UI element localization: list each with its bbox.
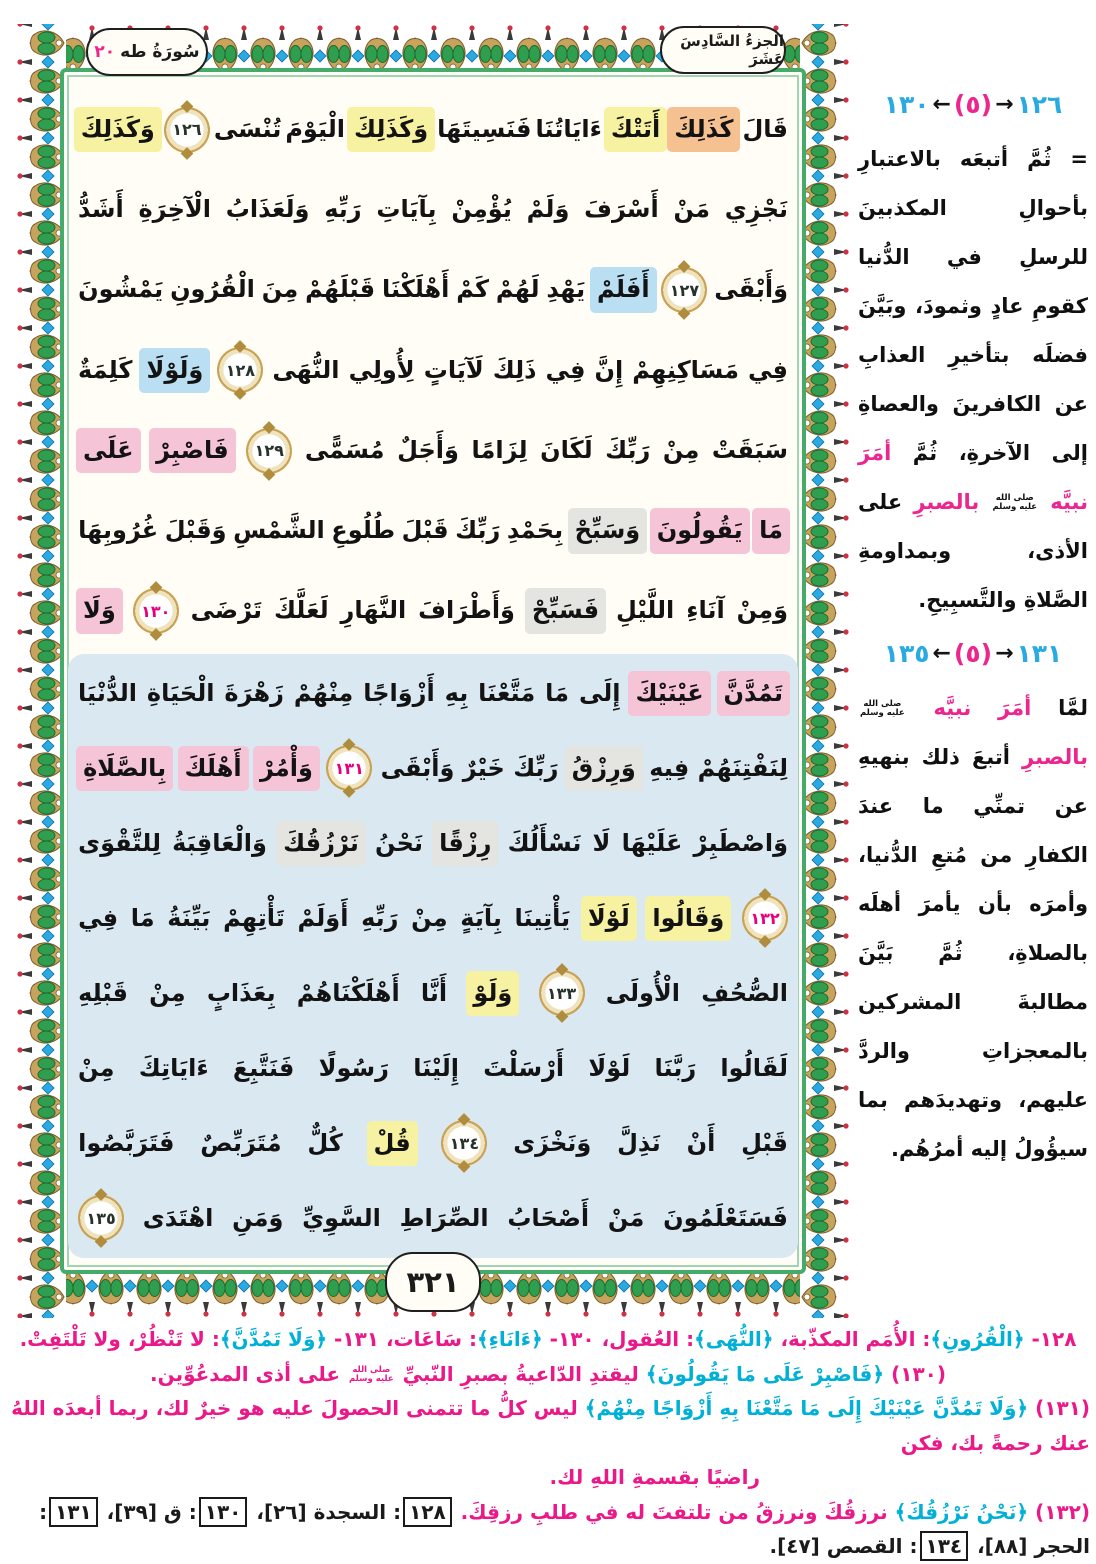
commentary-paragraph-2: [858, 684, 1088, 1174]
quran-word: إِلَى: [578, 678, 621, 707]
quran-word: وَكَذَلِكَ: [347, 107, 435, 153]
quran-word: سَبَقَتْ: [711, 435, 788, 464]
text-segment: (١٣٢): [1028, 1499, 1090, 1524]
text-segment: = ثُمَّ أتبعَه بالاعتبارِ بأحوالِ المكذبينَ للرسلِ في الدُّنيا كقومِ عادٍ وثمودَ، وبَيَّنَ فضلَه بتأخيرِ العذابِ عن الكافرينَ والعصاةِ إلى الآخرةِ، ثُمَّ: [858, 147, 1088, 465]
quran-word: مَنْ: [607, 1203, 645, 1232]
quran-word: فَسَبِّحْ: [525, 588, 606, 634]
quran-word: قَبْلِهِ: [78, 978, 128, 1007]
text-segment: ﴿وَلَا تَمُدَّنَّ﴾: [219, 1327, 328, 1351]
quran-word: أَرْسَلْتَ: [483, 1053, 565, 1082]
quran-word: بَيِّنَةُ: [167, 903, 211, 932]
quran-word: أَهْلَكَ: [178, 746, 249, 792]
quran-word: وَأَبْقَى: [714, 275, 788, 304]
quran-word: عَلَى: [76, 428, 140, 474]
text-segment: ﴿النُّهَى﴾: [694, 1327, 774, 1351]
quran-word: كَلِمَةٌ: [78, 355, 133, 384]
quran-line: [76, 881, 790, 956]
quran-word: لَوْلَا: [581, 896, 637, 942]
quran-word: تَمُدَّنَّ: [717, 671, 790, 717]
text-segment: ﴿الْقُرُونِ﴾: [930, 1327, 1025, 1351]
text-segment: ليس كلُّ ما تتمنى الحصولَ عليه هو خيرٌ لك، ربما أبعدَه اللهُ عنك رحمةً بك، فكن: [11, 1396, 1090, 1455]
quran-word: مَنْ: [673, 194, 710, 223]
quran-word: مَتَّعْنَا: [478, 678, 536, 707]
verse-medallion: ١٢٩: [246, 428, 292, 474]
quran-word: رَبِّكَ: [513, 753, 559, 782]
quran-word: أَشَدُّ: [78, 194, 124, 223]
quran-word: يَهْدِ: [546, 275, 586, 304]
text-segment: بالصبرِ: [1022, 745, 1088, 769]
quran-line: [76, 1031, 790, 1106]
quran-word: مِنْ: [149, 978, 186, 1007]
quran-word: تَرْضَى: [190, 596, 263, 625]
quran-word: بِعَذَابٍ: [206, 978, 276, 1007]
surah-number: ٢٠: [94, 42, 116, 62]
quran-word: ءَايَاتِكَ: [138, 1053, 209, 1082]
text-segment: ١٢٨-: [1024, 1327, 1077, 1351]
quran-word: مِنْ: [662, 435, 700, 464]
quran-word: نَرْزُقُكَ: [276, 821, 366, 867]
text-segment: أتبعَ ذلك بنهيهِ عن تمنِّي ما عندَ الكفارِ من مُتعِ الدُّنيا، وأمرَه بأن يأمرَ أهلَه بالصلاةِ، ثُمَّ بَيَّنَ مطالبةَ المشركين بالمعجزاتِ والردَّ عليهم، وتهديدَهم بما سيؤُولُ إليه أمرُهُم.: [858, 745, 1088, 1161]
footnotes: [6, 1322, 1090, 1564]
quran-word: مِنْ: [78, 1053, 115, 1082]
quran-word: لَقَالُوا: [720, 1053, 788, 1082]
quran-word: وَلَوْلَا: [139, 348, 210, 394]
quran-word: بِهِ: [444, 678, 469, 707]
quran-word: وَالْعَاقِبَةُ: [172, 828, 267, 857]
quran-word: زَهْرَةَ: [224, 678, 284, 707]
commentary-sidebar: [858, 88, 1088, 1188]
quran-line: [76, 92, 790, 167]
quran-word: الْقُرُونِ: [170, 275, 255, 304]
quran-word: غُرُوبِهَا: [78, 516, 159, 545]
arrow-left-icon: ←: [932, 92, 951, 117]
quran-word: وَلَمْ: [526, 194, 570, 223]
juz-cartouche: [660, 26, 786, 74]
quran-word: رَبِّكَ: [605, 435, 651, 464]
quran-word: خَيْرٌ: [462, 753, 505, 782]
text-segment: : ق [٣٩]،: [99, 1499, 197, 1524]
quran-word: أَوَلَمْ: [297, 903, 349, 932]
quran-word: تُنْسَى: [213, 114, 282, 143]
page-number-pill: [385, 1252, 481, 1312]
page-number: ٣٢١: [406, 1265, 460, 1299]
text-segment: : الأُمَم المكذّبة،: [773, 1327, 931, 1351]
quran-word: أَنَّا: [420, 978, 448, 1007]
highlight-panel: [68, 654, 798, 1258]
quran-word: لَكَانَ: [540, 435, 593, 464]
footnote-line: [6, 1322, 1090, 1357]
quran-word: لِنَفْتِنَهُمْ: [697, 753, 788, 782]
verse-medallion: ١٣٣: [539, 970, 585, 1016]
quran-text-area: [60, 68, 806, 1274]
quran-word: مِنْ: [411, 903, 448, 932]
quran-word: كُلٌّ: [307, 1128, 343, 1157]
footnote-line: [6, 1460, 1090, 1495]
quran-word: لِلتَّقْوَى: [78, 828, 162, 857]
verse-medallion: ١٣٤: [441, 1120, 487, 1166]
range2-start: ١٣١: [1016, 639, 1063, 668]
quran-line: [76, 656, 790, 731]
quran-word: رَسُولًا: [318, 1053, 389, 1082]
surah-cartouche: [86, 28, 208, 76]
verse-medallion: ١٣٠: [133, 588, 179, 634]
quran-word: اهْتَدَى: [142, 1203, 214, 1232]
quran-word: رَبِّكَ: [455, 516, 501, 545]
quran-word: نَسْأَلُكَ: [507, 828, 582, 857]
quran-word: وَاصْطَبِرْ: [693, 828, 788, 857]
text-segment: : لا تَنْظُرْ، ولا تَلْتَفِتْ.: [19, 1327, 220, 1351]
quran-word: أَسْرَفَ: [584, 194, 659, 223]
quran-word: لَآيَاتٍ: [423, 355, 484, 384]
quran-word: نَحْنُ: [375, 828, 423, 857]
text-segment: ﴿ءَانَاءِ﴾: [476, 1327, 543, 1351]
quran-word: نَجْزِي: [724, 194, 788, 223]
quran-word: فَسَتَعْلَمُونَ: [663, 1203, 788, 1232]
footnote-line: [6, 1391, 1090, 1460]
text-segment: على الأذى، وبمداومةِ الصَّلاةِ والتَّسبِيحِ.: [858, 490, 1088, 612]
text-segment: ﴿فَاصْبِرْ عَلَى مَا يَقُولُونَ﴾: [645, 1361, 885, 1386]
quran-word: نَذِلَّ: [617, 1128, 661, 1157]
footnote-line: [6, 1495, 1090, 1564]
range2-count: (٥): [953, 639, 993, 668]
text-segment: : القصص [٤٧].: [769, 1534, 918, 1558]
quran-line: [76, 172, 790, 247]
quran-word: وَأَبْقَى: [380, 753, 455, 782]
quran-word: وَلَوْ: [466, 971, 519, 1017]
quran-word: رَبِّهِ: [324, 194, 362, 223]
verse-medallion: ١٣٥: [78, 1195, 124, 1241]
quran-word: فَتَرَبَّصُوا: [78, 1128, 175, 1157]
range1-count: (٥): [953, 90, 993, 119]
quran-word: يَقُولُونَ: [650, 508, 750, 554]
text-segment: أمَرَ نبيَّه: [858, 441, 1089, 514]
quran-word: بِآيَاتِ: [376, 194, 437, 223]
quran-word: رَبِّهِ: [361, 903, 399, 932]
quran-word: أَزْوَاجًا: [363, 678, 435, 707]
text-segment: راضيًا بقسمةِ اللهِ لك.: [549, 1465, 760, 1489]
text-segment: ﴿نَحْنُ نَرْزُقُكَ﴾: [894, 1499, 1029, 1524]
verse-range-header-2: [858, 639, 1088, 668]
quran-word: الْحَيَاةِ: [146, 678, 215, 707]
quran-word: إِنَّ: [594, 355, 624, 384]
border-right-ornament: [800, 24, 850, 1318]
quran-word: النَّهَارِ: [340, 596, 407, 625]
verse-medallion: ١٢٧: [661, 267, 707, 313]
quran-word: الْآخِرَةِ: [138, 194, 212, 223]
range1-end: ١٣٠: [883, 90, 930, 119]
quran-word: رَبَّنَا: [654, 1053, 697, 1082]
quran-word: قُلْ: [367, 1121, 418, 1167]
quran-word: عَيْنَيْكَ: [628, 671, 710, 717]
quran-word: قَبْلَهُمْ: [305, 275, 376, 304]
quran-word: فَنَسِيتَهَا: [437, 114, 532, 143]
quran-word: وَكَذَلِكَ: [74, 107, 162, 153]
quran-word: الصُّحُفِ: [701, 978, 788, 1007]
saw-mark: صلى الله عليه وسلم: [349, 1364, 394, 1384]
quran-word: مَا: [545, 678, 570, 707]
quran-word: يَأْتِينَا: [514, 903, 571, 932]
quran-word: فِيهِ: [649, 753, 690, 782]
quran-word: فَاصْبِرْ: [149, 428, 236, 474]
quran-word: لِأُولِي: [348, 355, 415, 384]
text-segment: لمَّا: [1031, 696, 1088, 720]
quran-word: فِي: [78, 903, 119, 932]
quran-word: أَفَلَمْ: [590, 267, 657, 313]
saw-mark: صلى الله عليه وسلم: [860, 698, 905, 718]
text-segment: بالصبرِ: [913, 490, 980, 514]
quran-word: وَلَا: [76, 588, 123, 634]
quran-word: آنَاءِ: [686, 596, 725, 625]
quran-word: يَمْشُونَ: [78, 275, 164, 304]
quran-line: [76, 253, 790, 328]
quran-word: وَأَجَلٌ: [397, 435, 459, 464]
quran-word: بِآيَةٍ: [460, 903, 502, 932]
quran-word: فِي: [545, 355, 586, 384]
saw-mark: صلى الله عليه وسلم: [992, 492, 1038, 512]
quran-word: وَقَالُوا: [645, 896, 731, 942]
text-segment: ليقتدِ الدّاعيةُ بصبرِ النّبيِّ: [395, 1361, 646, 1386]
surah-title: سُورَةُ طه: [120, 42, 200, 62]
quran-word: ذَلِكَ: [492, 355, 537, 384]
range2-end: ١٣٥: [883, 639, 930, 668]
quran-line: [76, 413, 790, 488]
quran-word: السَّوِيِّ: [302, 1203, 381, 1232]
quran-word: وَسَبِّحْ: [568, 508, 648, 554]
quran-word: تَأْتِهِمْ: [223, 903, 285, 932]
quran-word: الْيَوْمَ: [285, 114, 346, 143]
quran-word: إِلَيْنَا: [413, 1053, 460, 1082]
quran-word: وَقَبْلَ: [164, 516, 227, 545]
quran-word: مَسَاكِنِهِمْ: [632, 355, 739, 384]
quran-line: [76, 493, 790, 568]
quran-word: يُؤْمِنْ: [451, 194, 512, 223]
verse-range-header-1: [858, 90, 1088, 119]
quran-word: وَرِزْقُ: [565, 746, 643, 792]
text-segment: [979, 490, 990, 514]
verse-medallion: ١٣١: [326, 745, 372, 791]
boxed-verse-ref: ١٢٨: [403, 1497, 452, 1527]
quran-word: مَا: [752, 508, 790, 554]
ornamental-frame: [16, 24, 850, 1318]
quran-word: مُتَرَبِّصٌ: [200, 1128, 282, 1157]
quran-word: وَمَنِ: [232, 1203, 284, 1232]
quran-word: أَنْ: [686, 1128, 716, 1157]
quran-word: لِزَامًا: [471, 435, 528, 464]
quran-line: [76, 956, 790, 1031]
boxed-verse-ref: ١٣٠: [199, 1497, 248, 1527]
quran-word: فِي: [748, 355, 788, 384]
quran-word: بِالصَّلَاةِ: [76, 746, 173, 792]
quran-word: قَبْلَ: [401, 516, 449, 545]
text-segment: : الحجر [٨٨]،: [39, 1499, 1090, 1558]
quran-word: قَبْلِ: [741, 1128, 788, 1157]
quran-word: فَنَتَّبِعَ: [232, 1053, 295, 1082]
boxed-verse-ref: ١٣١: [49, 1497, 98, 1527]
quran-line: [76, 806, 790, 881]
arrow-right-icon: →: [995, 92, 1014, 117]
arrow-right-icon: →: [995, 641, 1014, 666]
quran-word: لَعَلَّكَ: [273, 596, 329, 625]
quran-word: مُسَمًّى: [304, 435, 385, 464]
quran-line: [76, 1106, 790, 1181]
quran-word: أَتَتْكَ: [604, 107, 667, 153]
range1-start: ١٢٦: [1016, 90, 1063, 119]
quran-word: كَذَلِكَ: [667, 107, 740, 153]
boxed-verse-ref: ١٣٤: [920, 1531, 969, 1561]
quran-word: قَالَ: [742, 114, 788, 143]
quran-line: [76, 1181, 790, 1256]
quran-word: أَصْحَابُ: [507, 1203, 590, 1232]
text-segment: (١٣٠): [884, 1361, 946, 1386]
verse-medallion: ١٢٨: [217, 347, 263, 393]
quran-word: مَا: [130, 903, 155, 932]
quran-word: أَهْلَكْنَا: [381, 275, 450, 304]
arrow-left-icon: ←: [932, 641, 951, 666]
quran-word: لَوْلَا: [588, 1053, 631, 1082]
quran-word: الدُّنْيَا: [78, 678, 137, 707]
quran-word: الْأُولَى: [605, 978, 681, 1007]
quran-word: طُلُوعِ: [331, 516, 396, 545]
quran-word: لَا: [592, 828, 611, 857]
quran-word: وَأَطْرَافَ: [418, 596, 515, 625]
quran-word: النُّهَى: [272, 355, 340, 384]
juz-title: الجزءُ السَّادِسَ عَشَرَ: [680, 32, 784, 68]
quran-word: الشَّمْسِ: [233, 516, 325, 545]
quran-word: كَمْ: [456, 275, 490, 304]
text-segment: : العُقول، ١٣٠-: [542, 1327, 695, 1351]
quran-line: [76, 731, 790, 806]
quran-word: مِنْهُمْ: [293, 678, 354, 707]
quran-word: بِحَمْدِ: [506, 516, 564, 545]
text-segment: نرزقُكَ ونرزقُ من تلتفتَ له في طلبِ رزقِكَ.: [453, 1499, 895, 1524]
commentary-paragraph-1: [858, 135, 1088, 625]
text-segment: على أذى المدعُوِّين.: [149, 1361, 348, 1386]
text-segment: ﴿وَلَا تَمُدَّنَّ عَيْنَيْكَ إِلَى مَا مَتَّعْنَا بِهِ أَزْوَاجًا مِنْهُمْ﴾: [584, 1396, 1029, 1420]
footnote-line: [6, 1357, 1090, 1392]
verse-medallion: ١٢٦: [164, 107, 210, 153]
quran-word: ءَايَاتُنَا: [535, 114, 602, 143]
quran-line: [76, 574, 790, 649]
quran-word: أَهْلَكْنَاهُمْ: [296, 978, 400, 1007]
quran-word: مِنَ: [261, 275, 299, 304]
text-segment: أمَرَ نبيَّه: [906, 696, 1032, 720]
quran-word: رِزْقًا: [432, 821, 498, 867]
quran-line: [76, 333, 790, 408]
quran-word: لَهُمْ: [495, 275, 540, 304]
text-segment: : السجدة [٢٦]،: [249, 1499, 402, 1524]
quran-word: وَلَعَذَابُ: [225, 194, 310, 223]
quran-word: الصِّرَاطِ: [399, 1203, 489, 1232]
quran-word: اللَّيْلِ: [616, 596, 675, 625]
quran-word: عَلَيْهَا: [621, 828, 683, 857]
verse-medallion: ١٣٢: [742, 895, 788, 941]
quran-word: وَمِنْ: [736, 596, 788, 625]
quran-word: وَنَخْزَى: [513, 1128, 592, 1157]
quran-word: وَأْمُرْ: [253, 746, 320, 792]
text-segment: : سَاعَات، ١٣١-: [327, 1327, 477, 1351]
text-segment: (١٣١): [1028, 1396, 1090, 1420]
border-left-ornament: [16, 24, 66, 1318]
